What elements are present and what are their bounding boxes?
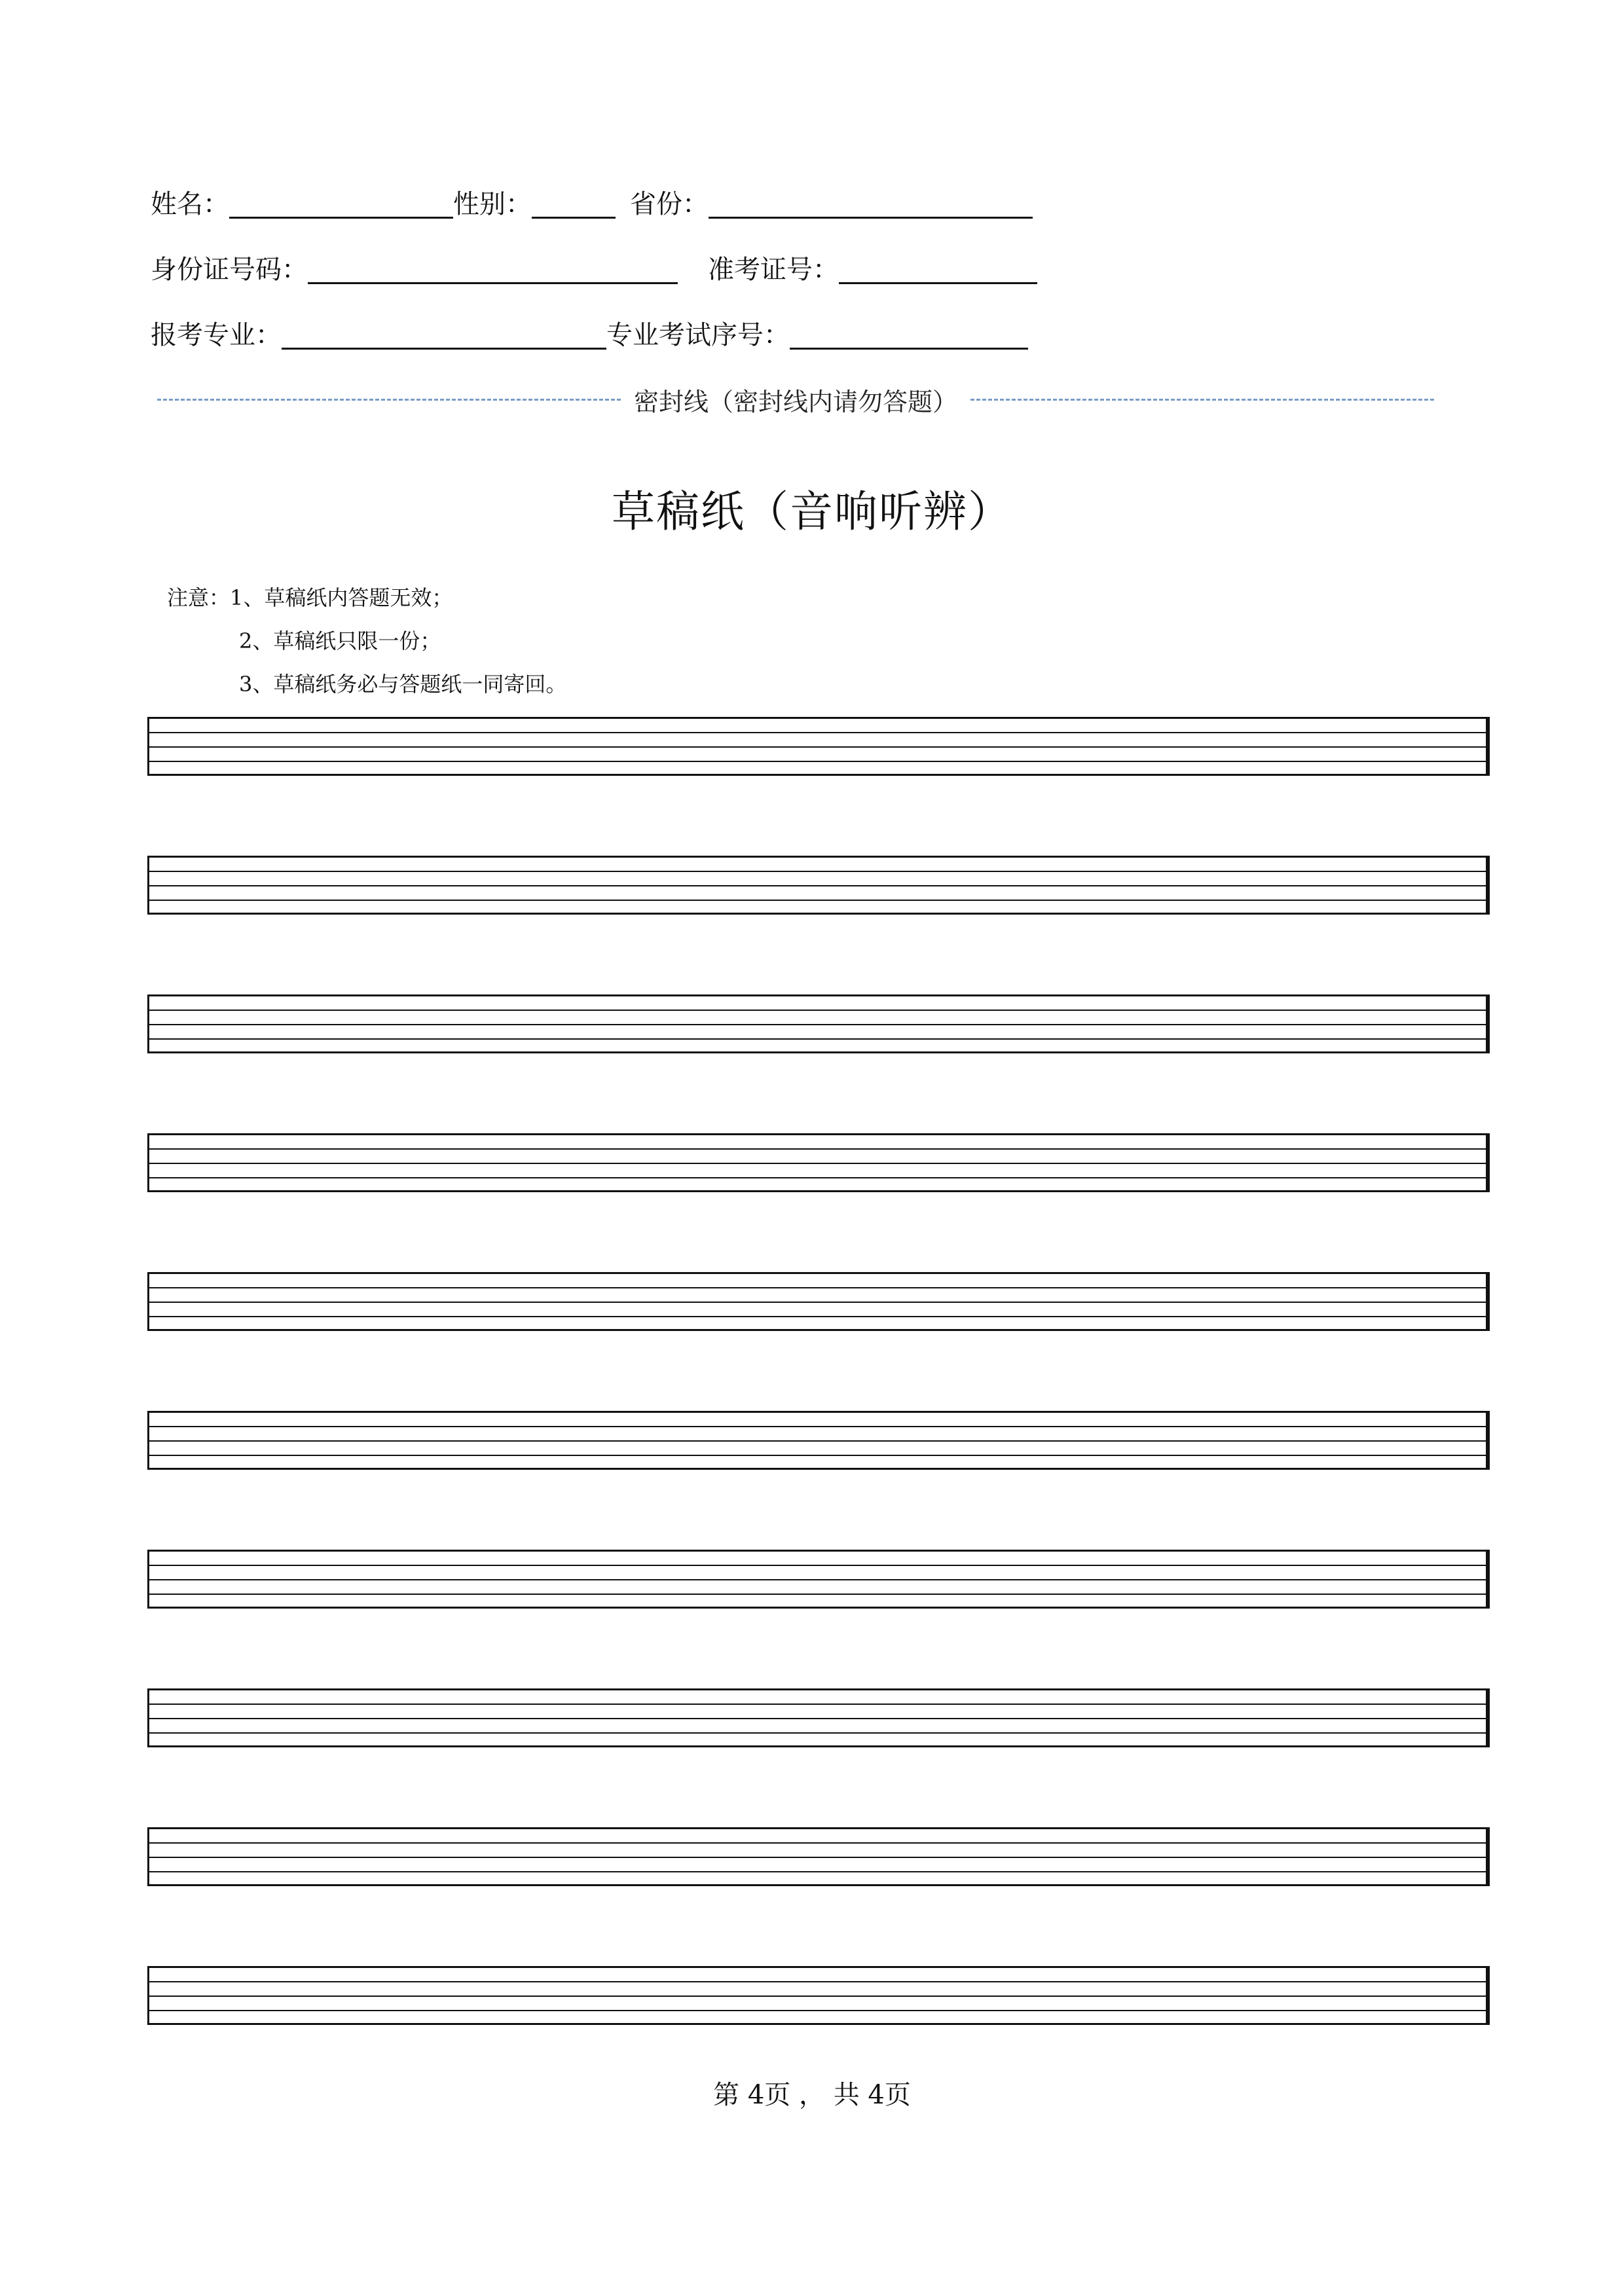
music-staff[interactable] <box>147 1966 1490 2025</box>
music-staff[interactable] <box>147 1411 1490 1470</box>
notes <box>167 576 566 706</box>
exam-number-label: 准考证号： <box>708 255 839 285</box>
music-staff[interactable] <box>147 1133 1490 1192</box>
music-staff[interactable] <box>147 994 1490 1053</box>
music-staff[interactable] <box>147 1827 1490 1886</box>
seal-line-dash-left <box>157 399 621 401</box>
name-label: 姓名： <box>151 189 229 219</box>
note-item-2: 2、草稿纸只限一份； <box>239 629 441 653</box>
note-item-1: 注意：1、草稿纸内答题无效； <box>167 585 453 610</box>
exam-sequence-field[interactable] <box>790 325 1028 350</box>
name-field[interactable] <box>229 194 453 219</box>
exam-number-field[interactable] <box>839 260 1037 284</box>
seal-line <box>157 380 1434 419</box>
exam-sequence-label: 专业考试序号： <box>606 320 790 350</box>
seal-line-text: 密封线（密封线内请勿答题） <box>634 387 958 416</box>
page-title: 草稿纸（音响听辨） <box>612 486 1012 537</box>
form-row-major-seq <box>151 302 1028 348</box>
seal-line-dash-right <box>970 399 1434 401</box>
music-staff[interactable] <box>147 717 1490 776</box>
id-number-field[interactable] <box>308 260 678 284</box>
form-row-id-examno <box>151 237 1037 283</box>
gender-label: 性别： <box>453 189 532 219</box>
form-row-name-gender-province <box>151 172 1033 217</box>
note-item-3: 3、草稿纸务必与答题纸一同寄回。 <box>239 672 567 697</box>
music-staff[interactable] <box>147 1550 1490 1609</box>
page-number-footer: 第 4页 ， 共 4页 <box>713 2080 911 2110</box>
gender-field[interactable] <box>532 194 616 219</box>
id-number-label: 身份证号码： <box>151 255 308 285</box>
province-label: 省份： <box>630 189 709 219</box>
music-staff[interactable] <box>147 856 1490 915</box>
major-label: 报考专业： <box>151 320 282 350</box>
music-staff[interactable] <box>147 1272 1490 1331</box>
music-staff[interactable] <box>147 1688 1490 1747</box>
province-field[interactable] <box>709 194 1033 219</box>
major-field[interactable] <box>282 325 606 350</box>
